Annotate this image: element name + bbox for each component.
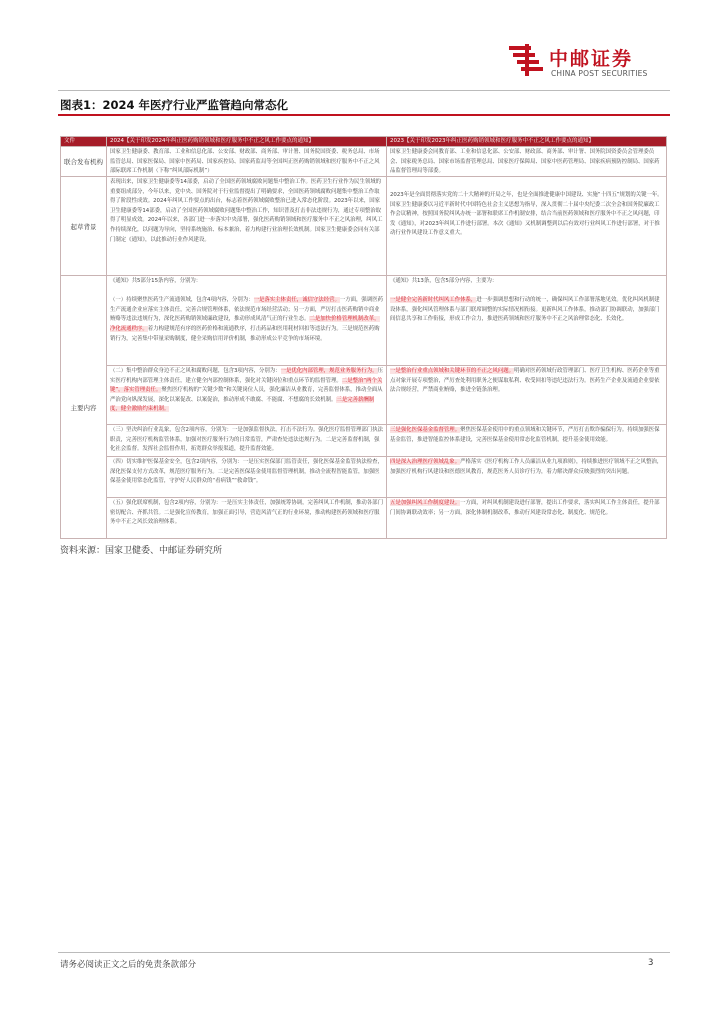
main-2024-section-3 (107, 425, 386, 457)
page-number: 3 (648, 958, 654, 968)
s4-2023-highlight: 四是深入治理医疗领域乱象。 (390, 459, 461, 465)
main-2024-section-2 (107, 366, 386, 425)
s2-2024-a: （二）集中整治群众身边不正之风和腐败问题，包含3项内容，分别为： (110, 368, 281, 374)
s2-2024-highlight-2: 二是整治“两个关键”，落实管理责任。 (110, 377, 383, 394)
table-row-joint (61, 147, 667, 177)
row-label-main: 主要内容 (61, 276, 107, 539)
china-post-emblem-icon (505, 42, 545, 78)
joint-2024-text: 国家卫生健康委、教育部、工业和信息化部、公安部、财政部、商务部、审计署、国务院国资委、税务总局、市场监管总局、国家医保局、国家中医药局、国家疾控局、国家药监局等全国纠正医药购销领域和医疗服务中不正之风部际联席工作机制（下称“纠风部际机制”） (110, 149, 380, 175)
s2-2024-highlight-3: 三是完善薪酬制度，健全激励约束机制。 (110, 396, 375, 413)
main-2023-section-5 (387, 498, 666, 538)
footer-divider (58, 952, 670, 953)
main-2023-section-3 (387, 425, 666, 457)
s3-2023-rest: 聚焦医保基金使用中的重点领域和关键环节，严厉打击欺诈骗保行为。持续加强医保基金监管，推进智能监控体系建设，完善医保基金使用常态化监管机制，提升基金使用效能。 (390, 427, 660, 443)
header-2023: 2023【关于印发2023年纠正医药购销领域和医疗服务中不正之风工作要点的通知】 (387, 137, 667, 147)
s4-2023-rest: 严格落实《医疗机构工作人员廉洁从业九项准则》，持续推进医疗领域不正之风整治，加强医疗机构行风建设和医德医风教育，规范医务人员诊疗行为，着力解决群众反映强烈的突出问题。 (390, 459, 663, 475)
s2-2023-rest: 明确对医药领域行政管理部门、医疗卫生机构、医药企业等重点对象开展专项整治，严厉查处利用职务之便谋取私利、收受回扣等违纪违法行为。医药生产企业及流通企业要依法合规经营，严禁商业贿赂，推进全链条治理。 (390, 368, 660, 394)
main-2024-s2-text (107, 366, 386, 424)
main-2024-section-1 (107, 276, 386, 366)
s5-2023-rest: 一方面，对纠风机制建设进行部署，提出工作要求，落实纠风工作主体责任，提升部门间协调联动效率；另一方面，深化体制机制改革，推动行风建设常态化、制度化、规范化。 (390, 500, 660, 516)
main-2023-cell (387, 276, 667, 539)
figure-title-underline (58, 114, 670, 116)
main-2023-s5-text (387, 498, 666, 538)
s1-2023-intro: 《通知》共13条，包含5部分内容，主要为： (390, 278, 498, 284)
main-2023-section-4 (387, 457, 666, 498)
brand-logo (505, 42, 695, 82)
s2-2023-highlight: 一是整治行业重点领域和关键环节的不正之风问题。 (390, 368, 514, 374)
header-divider (58, 90, 670, 91)
main-2024-s4-text: （四）切实维护医保基金安全，包含2项内容，分别为：一是压实医保部门监管责任，强化医保基金监管执法检查，深化医保支付方式改革，规范医疗服务行为。二是完善医保基金使用监督管理机制，推动全流程智能监管，加强医保基金使用常态化监管，守护好人民群众的“看病钱”“救命钱”。 (110, 459, 383, 485)
background-2024-text: 表现出来，国家卫生健康委等14部委，启动了全国医药领域腐败问题集中整治工作。医药卫生行业作为民生领域的重要组成部分，今年以来，党中央、国务院对于行业监督提出了明确要求，全国医药领域腐败问题集中整治工作取得了阶段性成效。2024年纠风工作要点的出台，标志着医药领域腐败整治已进入常态化阶段。2023年以来，国家卫生健康委等14部委，启动了全国医药领域腐败问题集中整治工作，知识普及打击非法违规行为，通过专项整治取得了明显成效。2024年以来，各部门进一步落实中央部署，强化医药购销领域和医疗服务中不正之风治理，纠风工作持续深化，以问题为导向，坚持系统施治、标本兼治，着力构建行业治理长效机制。国家卫生健康委会同有关部门制定《通知》，以此推动行业作风建设。 (110, 179, 383, 243)
s1-2024-intro: 《通知》共5部分15条内容，分别为： (110, 278, 202, 284)
table-header-row (61, 137, 667, 147)
header-2024: 2024【关于印发2024年纠正医药购销领域和医疗服务中不正之风工作要点的通知】 (107, 137, 387, 147)
table-row-main (61, 276, 667, 539)
main-2024-section-5 (107, 498, 386, 538)
brand-name-cn: 中邮证券 (549, 48, 634, 70)
main-2023-s2-text (387, 366, 666, 424)
s1-2024-p1-rest-2: 着力构建规范有序的医药价格和流通秩序，打击药品和医用耗材回扣等违法行为。三是规范医药购销行为，完善集中带量采购制度，健全采购信用评价机制，推动形成公平竞争的市场环境。 (110, 325, 380, 342)
background-2023-text: 2023年是全面贯彻落实党的二十大精神的开局之年，也是全面推进健康中国建设、实施“十四五”规划的关键一年。国家卫生健康委以习近平新时代中国特色社会主义思想为指导，深入贯彻二十届中央纪委二次全会和国务院廉政工作会议精神，按照国务院纠风办统一部署和联席工作机制安排，结合当前医药领域和医疗服务中不正之风问题，印发《通知》，对2023年纠风工作进行部署。本次《通知》又机制调整到以后有效对行业纠风工作进行部署，对于推动行业作风建设工作意义重大。 (390, 192, 663, 237)
main-2023-section-2 (387, 366, 666, 425)
main-2024-section-4 (107, 457, 386, 498)
row-label-background: 起草背景 (61, 177, 107, 276)
s5-2023-highlight: 五是加强纠风工作制度建设。 (390, 500, 461, 506)
main-2023-section-1 (387, 276, 666, 366)
brand-name-en: CHINA POST SECURITIES (551, 69, 648, 78)
main-2024-s1-text (107, 276, 386, 365)
figure-title: 图表1：2024 年医疗行业严监管趋向常态化 (60, 98, 289, 112)
footer-disclaimer: 请务必阅读正文之后的免责条款部分 (60, 960, 197, 970)
row-label-joint: 联合发布机构 (61, 147, 107, 177)
policy-comparison-table (60, 136, 667, 539)
main-2023-s4-text (387, 457, 666, 497)
source-note: 资料来源：国家卫健委、中邮证券研究所 (60, 546, 223, 556)
main-2024-s3-text: （三）坚决纠治行业乱象，包含2项内容，分别为：一是加强监督执法，打击不法行为。强化医疗监督管理部门执法职责，完善医疗机构监管体系，加强对医疗服务行为的日常监管，严肃查处违法违规行为。二是完善监督机制，强化社会监督。发挥社会监督作用，拓宽群众举报渠道，提升监督效能。 (110, 427, 383, 453)
s1-2023-highlight: 一是健全完善新时代纠风工作体系， (390, 297, 477, 304)
main-2023-s1-text (387, 276, 666, 365)
header-label: 文件 (61, 137, 107, 147)
s1-2024-p1: （一）持续聚焦医药生产流通领域，包含4项内容，分别为： (110, 297, 254, 304)
table-row-background (61, 177, 667, 276)
s1-2023-rest: 进一步强调思想和行动的统一，确保纠风工作部署落地见效。优化纠风机制建设体系，强化纠风管理体系与部门联席调整的实际情况相衔接。更新纠风工作体系，推动部门协调联动，加强部门间信息共享和工作衔接，形成工作合力，推进医药领域和医疗服务中不正之风治理常态化、长效化。 (390, 297, 660, 323)
s1-2024-p1-highlight: 一是落实主体责任，诚信守法经营。 (253, 297, 340, 304)
s3-2023-highlight: 三是强化医保基金监督管理。 (390, 427, 461, 433)
joint-2023-text: 国家卫生健康委会同教育部、工业和信息化部、公安部、财政部、商务部、审计署、国务院国资委员会管理委员会、国家税务总局、国家市场监督管理总局、国家医疗保障局、国家中医药管理局、国家疾病预防控制局、国家药品监督管理局等部委。 (390, 149, 660, 175)
s2-2024-b: 压实医疗机构内部管理主体责任，建立健全内部控制体系，强化对关键岗位和重点环节的监督管理。 (110, 368, 383, 384)
s1-2024-p1-rest: 一方面，强调医药生产流通企业应落实主体责任，完善合规管理体系，依法规范市场经营活动；另一方面，严厉打击医药购销中商业贿赂等违法违规行为，深化医药购销领域廉政建设，推动形成风清气正的行业生态。 (110, 297, 383, 323)
main-2023-s3-text (387, 425, 666, 456)
main-2024-cell (107, 276, 387, 539)
s2-2024-c: 聚焦医疗机构的“关键少数”和关键岗位人员，强化廉洁从业教育，完善监督体系，推动全面从严治党向纵深发展，深化以案促改、以案促治，推动形成不敢腐、不能腐、不想腐的长效机制。 (110, 387, 383, 403)
main-2024-s5-text: （五）强化联席机制，包含2项内容，分别为：一是压实主体责任，加强统筹协调，完善纠风工作机制，推动各部门密切配合、齐抓共管。二是强化宣传教育，加强正面引导，营造风清气正的行业环境，推动构建医药领域和医疗服务中不正之风长效治理体系。 (110, 500, 383, 526)
s1-2024-p1-highlight-2: 二是加快价格管理机制改革，净化流通秩序。 (110, 316, 380, 332)
s2-2024-highlight: 一是优化内部管理，规范业务服务行为。 (280, 368, 378, 374)
